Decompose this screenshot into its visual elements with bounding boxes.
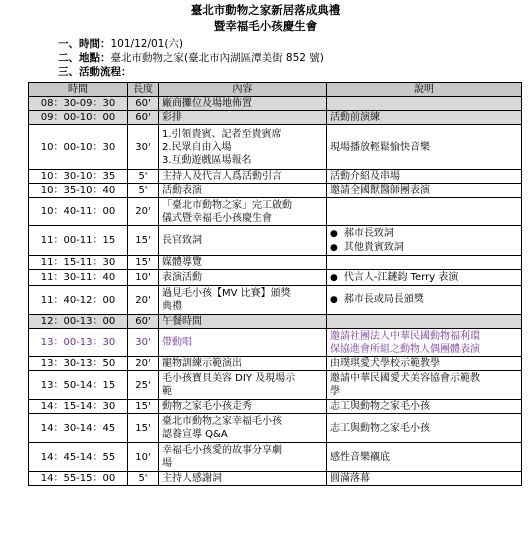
row-time: 10：00-10：30 (29, 125, 128, 170)
row-length: 25' (128, 371, 159, 400)
description-line: 志工與動物之家毛小孩 (330, 401, 430, 412)
description-bullet: ● 郝市長致詞 (330, 227, 518, 241)
row-description (327, 443, 522, 472)
row-description (327, 414, 522, 443)
row-description (327, 97, 522, 111)
row-description (327, 226, 522, 256)
row-content (159, 226, 327, 256)
row-length: 15' (128, 226, 159, 256)
description-line: 志工與動物之家毛小孩 (330, 422, 430, 434)
row-length: 5' (128, 184, 159, 198)
row-description (327, 198, 522, 226)
row-description (327, 357, 522, 371)
content-line: 過見毛小孩【MV 比賽】頒獎 (162, 288, 291, 299)
row-length: 15' (128, 400, 159, 414)
description-line: 活動前演練 (330, 112, 380, 123)
row-length: 5' (128, 472, 159, 486)
row-time: 12：00-13：00 (29, 315, 128, 329)
header-time: 時間 (29, 83, 128, 97)
document-title: 臺北市動物之家新居落成典禮 (190, 3, 341, 17)
content-line: 認養宣導 Q&A (162, 429, 228, 440)
row-length: 15' (128, 414, 159, 443)
table-row (29, 170, 522, 184)
description-bullet: ● 郝市長或局長頒獎 (330, 293, 518, 307)
row-description (327, 286, 522, 315)
row-content (159, 198, 327, 226)
row-description (327, 170, 522, 184)
content-line: 儀式暨幸福毛小孩慶生會 (162, 212, 272, 224)
row-time: 11：30-11：40 (29, 270, 128, 286)
row-length: 30' (128, 125, 159, 170)
content-line: 3.互動遊戲區場報名 (162, 154, 252, 166)
row-time: 14：55-15：00 (29, 472, 128, 486)
header-description: 說明 (327, 83, 522, 97)
content-line: 廠商攤位及場地佈置 (162, 98, 252, 109)
row-time: 08：30-09：30 (29, 97, 128, 111)
table-row (29, 443, 522, 472)
header-length: 長度 (128, 83, 159, 97)
content-line: 典禮 (162, 301, 182, 312)
table-row (29, 315, 522, 329)
row-length: 60' (128, 111, 159, 125)
row-time: 13：50-14：15 (29, 371, 128, 400)
row-content (159, 270, 327, 286)
row-length: 60' (128, 97, 159, 111)
content-line: 長官致詞 (162, 235, 202, 246)
row-time: 10：35-10：40 (29, 184, 128, 198)
content-line: 臺北市動物之家幸福毛小孩 (162, 416, 282, 427)
table-row (29, 198, 522, 226)
content-line: 主持人感謝詞 (162, 473, 222, 484)
row-length: 10' (128, 443, 159, 472)
row-content (159, 184, 327, 198)
document-subtitle: 暨幸福毛小孩慶生會 (213, 19, 318, 33)
description-line: 邀請中華民國愛犬美容協會示範教 (330, 373, 480, 384)
row-description (327, 315, 522, 329)
row-content (159, 472, 327, 486)
content-line: 表演活動 (162, 272, 202, 283)
description-line: 感性音樂襯底 (330, 451, 390, 463)
row-content (159, 443, 327, 472)
row-time: 14：45-14：55 (29, 443, 128, 472)
row-time: 11：40-12：00 (29, 286, 128, 315)
row-description (327, 125, 522, 170)
header-content: 內容 (159, 83, 327, 97)
row-description (327, 256, 522, 270)
table-row (29, 270, 522, 286)
table-row (29, 329, 522, 357)
info-place-value: 臺北市動物之家(臺北市內湖區潭美街 852 號) (110, 52, 324, 64)
schedule-body (29, 97, 522, 486)
content-line: 活動表演 (162, 185, 202, 196)
description-line: 由璞琪愛犬學校示範教學 (330, 358, 440, 369)
content-line: 動物之家毛小孩走秀 (162, 401, 252, 412)
content-line: 2.民眾自由入場 (162, 141, 232, 153)
row-description (327, 270, 522, 286)
table-row (29, 111, 522, 125)
content-line: 媒體導覽 (162, 257, 202, 268)
row-content (159, 315, 327, 329)
row-content (159, 256, 327, 270)
row-content (159, 97, 327, 111)
content-line: 毛小孩寶貝美容 DIY 及現場示 (162, 373, 296, 384)
row-description (327, 400, 522, 414)
row-time: 10：40-11：00 (29, 198, 128, 226)
row-content (159, 400, 327, 414)
info-flow-label: 三、活動流程： (58, 66, 132, 78)
description-line: 邀請全國獸醫師團表演 (330, 185, 430, 196)
info-time-value: 101/12/01(六) (110, 38, 184, 50)
table-row (29, 97, 522, 111)
content-line: 午餐時間 (162, 316, 202, 327)
row-content (159, 286, 327, 315)
table-row (29, 286, 522, 315)
description-line: 活動介紹及串場 (330, 171, 400, 182)
schedule-header-row (29, 83, 522, 97)
row-content (159, 170, 327, 184)
table-row (29, 414, 522, 443)
row-time: 13：30-13：50 (29, 357, 128, 371)
content-line: 彩排 (162, 112, 182, 123)
row-content (159, 125, 327, 170)
content-line: 主持人及代言人爲活動引言 (162, 171, 282, 182)
description-line: 圓滿落幕 (330, 473, 370, 484)
row-time: 14：30-14：45 (29, 414, 128, 443)
info-flow (58, 65, 132, 79)
description-line: 邀請社團法人中華民國動物福利環 (330, 330, 480, 342)
row-length: 20' (128, 357, 159, 371)
row-description (327, 329, 522, 357)
table-row (29, 256, 522, 270)
row-description (327, 111, 522, 125)
row-content (159, 111, 327, 125)
row-length: 20' (128, 198, 159, 226)
table-row (29, 125, 522, 170)
content-line: 場 (162, 458, 172, 469)
row-time: 13：00-13：30 (29, 329, 128, 357)
table-row (29, 184, 522, 198)
table-row (29, 472, 522, 486)
row-length: 30' (128, 329, 159, 357)
table-row (29, 400, 522, 414)
table-row (29, 371, 522, 400)
content-line: 「臺北市動物之家」完工啟動 (162, 199, 292, 211)
row-length: 20' (128, 286, 159, 315)
schedule-table (28, 82, 522, 486)
row-description (327, 184, 522, 198)
description-line: 保協進會所組之動物人偶團體表演 (330, 343, 480, 355)
description-bullet: ● 代言人-江鏈鈞 Terry 表演 (330, 271, 518, 285)
row-time: 09：00-10：00 (29, 111, 128, 125)
content-line: 帶動唱 (162, 337, 192, 348)
row-time: 11：00-11：15 (29, 226, 128, 256)
table-row (29, 357, 522, 371)
row-length: 5' (128, 170, 159, 184)
table-row (29, 226, 522, 256)
info-time (58, 37, 183, 51)
row-description (327, 371, 522, 400)
row-length: 15' (128, 256, 159, 270)
row-description (327, 472, 522, 486)
row-content (159, 371, 327, 400)
info-time-label: 一、時間： (58, 38, 111, 50)
content-line: 幸福毛小孩愛的故事分享劇 (162, 445, 282, 456)
content-line: 1.引領貴賓、記者至貴賓席 (162, 128, 282, 140)
info-place (58, 51, 324, 65)
description-bullet: ● 其他貴賓致詞 (330, 241, 518, 255)
description-line: 學 (330, 386, 340, 397)
row-content (159, 357, 327, 371)
row-time: 10：30-10：35 (29, 170, 128, 184)
row-length: 60' (128, 315, 159, 329)
content-line: 範 (162, 386, 172, 397)
info-place-label: 二、地點： (58, 52, 111, 64)
row-content (159, 414, 327, 443)
description-line: 現場播放輕鬆愉快音樂 (330, 141, 430, 153)
row-content (159, 329, 327, 357)
content-line: 寵物訓練示範演出 (162, 358, 242, 369)
row-time: 11：15-11：30 (29, 256, 128, 270)
row-length: 10' (128, 270, 159, 286)
row-time: 14：15-14：30 (29, 400, 128, 414)
